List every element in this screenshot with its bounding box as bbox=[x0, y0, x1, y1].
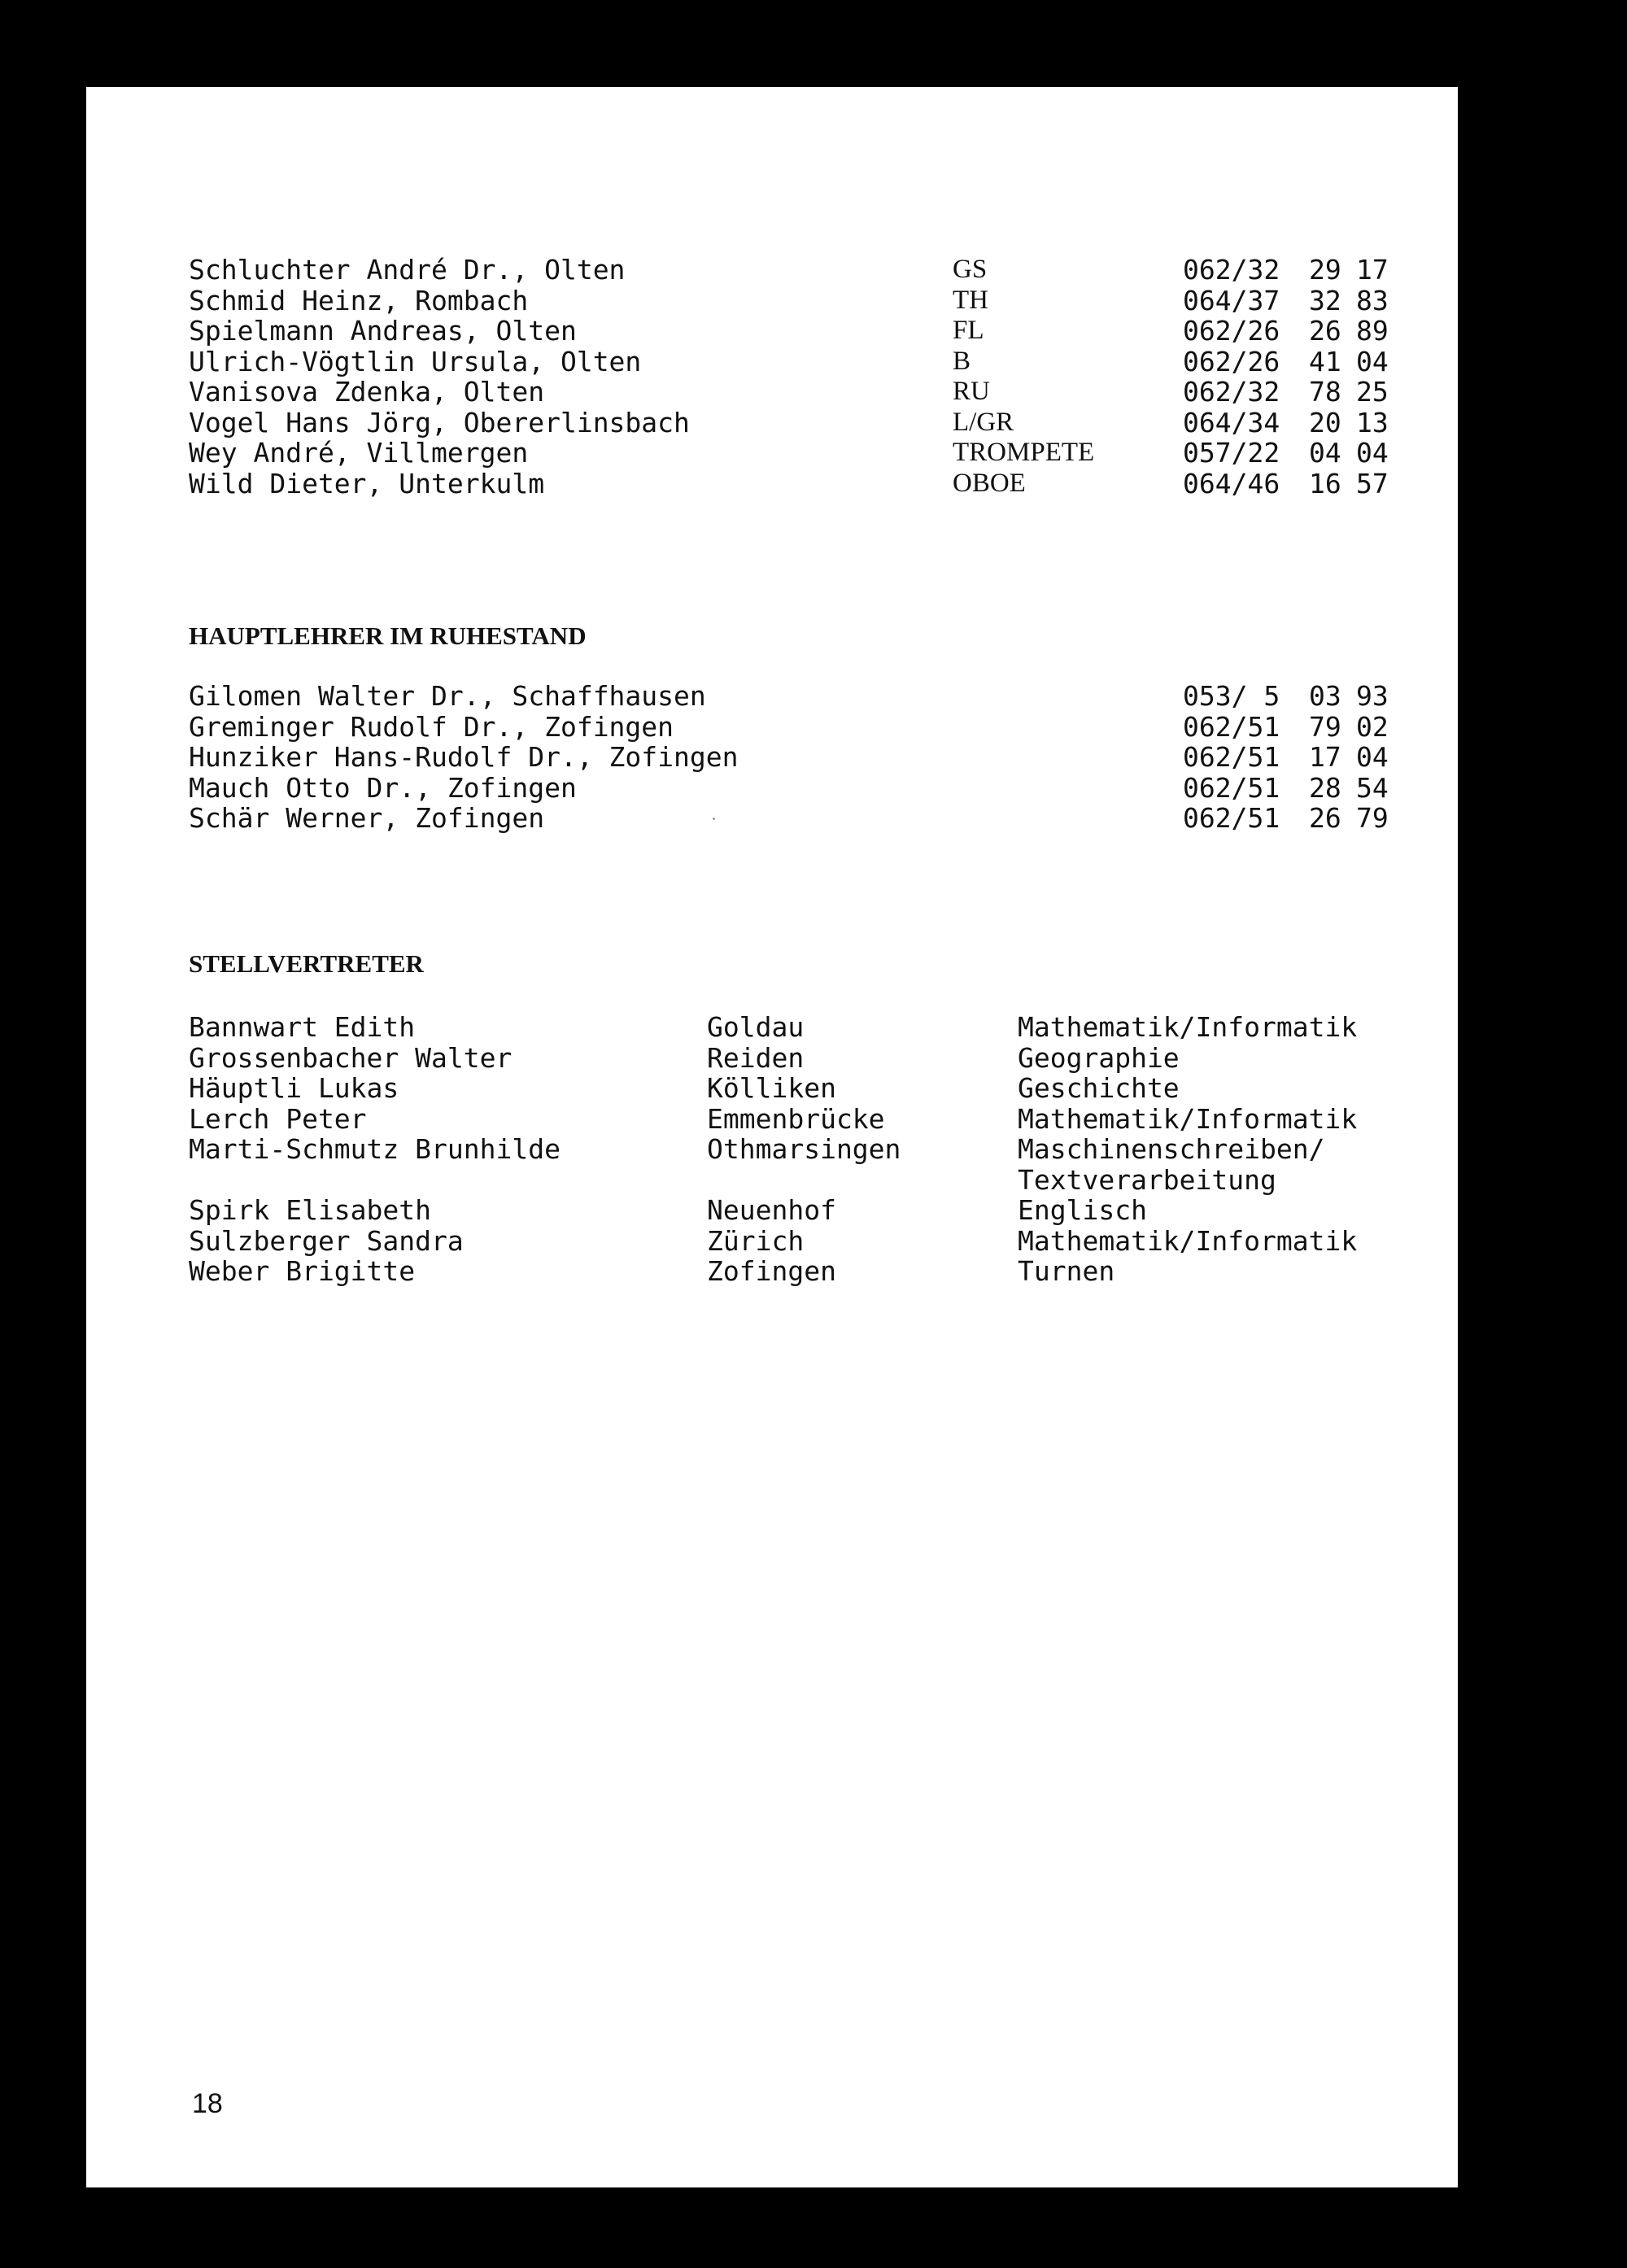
teacher-subject: GS bbox=[953, 255, 988, 284]
list-item bbox=[86, 469, 1458, 499]
teacher-name: Wey André, Villmergen bbox=[189, 437, 529, 469]
teacher-name: Wild Dieter, Unterkulm bbox=[189, 467, 545, 499]
teacher-phone-part: 25 bbox=[1356, 376, 1389, 408]
substitute-name: Grossenbacher Walter bbox=[189, 1041, 513, 1074]
list-item bbox=[86, 1256, 1458, 1287]
retired-phone-area: 053/ 5 bbox=[1183, 680, 1280, 712]
substitute-name: Weber Brigitte bbox=[189, 1255, 416, 1287]
list-item bbox=[86, 1073, 1458, 1104]
list-item bbox=[86, 408, 1458, 438]
teacher-phone-part: 29 bbox=[1309, 254, 1341, 286]
teacher-phone-part: 89 bbox=[1356, 315, 1389, 347]
list-item bbox=[86, 438, 1458, 469]
retired-phone-part: 93 bbox=[1356, 680, 1389, 712]
substitute-subject: Geographie bbox=[1018, 1041, 1180, 1074]
list-item bbox=[86, 255, 1458, 286]
retired-name: Hunziker Hans-Rudolf Dr., Zofingen bbox=[189, 741, 739, 773]
retired-phone-part: 28 bbox=[1309, 771, 1341, 804]
retired-phone-part: 26 bbox=[1309, 802, 1341, 834]
teacher-phone-area: 062/32 bbox=[1183, 254, 1280, 286]
teacher-name: Vanisova Zdenka, Olten bbox=[189, 376, 545, 408]
retired-phone-part: 79 bbox=[1356, 802, 1389, 834]
list-item bbox=[86, 377, 1458, 408]
substitute-place: Goldau bbox=[707, 1011, 805, 1043]
teacher-subject: L/GR bbox=[953, 407, 1014, 437]
teacher-phone-part: 26 bbox=[1309, 315, 1341, 347]
teacher-subject: B bbox=[953, 346, 971, 376]
teacher-phone-area: 057/22 bbox=[1183, 437, 1280, 469]
substitute-place: Kölliken bbox=[707, 1072, 836, 1104]
list-item bbox=[86, 803, 1458, 834]
teacher-phone-part: 04 bbox=[1356, 437, 1389, 469]
teacher-name: Schluchter André Dr., Olten bbox=[189, 254, 626, 286]
substitute-subject: Englisch bbox=[1018, 1194, 1147, 1226]
teacher-name: Spielmann Andreas, Olten bbox=[189, 315, 577, 347]
teacher-phone-part: 57 bbox=[1356, 467, 1389, 499]
substitute-place: Othmarsingen bbox=[707, 1133, 901, 1165]
list-item bbox=[86, 1104, 1458, 1135]
teacher-subject: TROMPETE bbox=[953, 438, 1095, 467]
retired-phone-area: 062/51 bbox=[1183, 741, 1280, 773]
teacher-phone-part: 04 bbox=[1309, 437, 1341, 469]
retired-phone-area: 062/51 bbox=[1183, 802, 1280, 834]
page-number: 18 bbox=[192, 2088, 223, 2119]
substitute-subject: Mathematik/Informatik bbox=[1018, 1224, 1358, 1257]
list-item bbox=[86, 742, 1458, 773]
list-item bbox=[86, 347, 1458, 377]
list-item bbox=[86, 681, 1458, 712]
substitute-place: Zürich bbox=[707, 1224, 805, 1257]
retired-phone-part: 17 bbox=[1309, 741, 1341, 773]
list-item bbox=[86, 773, 1458, 804]
list-item bbox=[86, 1043, 1458, 1074]
retired-phone-part: 04 bbox=[1356, 741, 1389, 773]
teacher-phone-area: 064/37 bbox=[1183, 284, 1280, 316]
substitute-place: Emmenbrücke bbox=[707, 1102, 885, 1135]
teacher-phone-part: 20 bbox=[1309, 406, 1341, 438]
teacher-subject: RU bbox=[953, 377, 990, 406]
substitute-name: Sulzberger Sandra bbox=[189, 1224, 464, 1257]
substitute-subject: Geschichte bbox=[1018, 1072, 1180, 1104]
list-item bbox=[86, 1134, 1458, 1165]
retired-phone-area: 062/51 bbox=[1183, 710, 1280, 743]
list-item bbox=[86, 712, 1458, 743]
teacher-phone-part: 78 bbox=[1309, 376, 1341, 408]
teacher-phone-part: 16 bbox=[1309, 467, 1341, 499]
substitute-name: Spirk Elisabeth bbox=[189, 1194, 432, 1226]
teacher-phone-area: 062/32 bbox=[1183, 376, 1280, 408]
substitute-place: Neuenhof bbox=[707, 1194, 836, 1226]
substitute-name: Lerch Peter bbox=[189, 1102, 367, 1135]
teacher-phone-part: 04 bbox=[1356, 345, 1389, 377]
substitute-name: Bannwart Edith bbox=[189, 1011, 416, 1043]
list-item bbox=[86, 1195, 1458, 1226]
list-item bbox=[86, 1165, 1458, 1196]
retired-name: Mauch Otto Dr., Zofingen bbox=[189, 771, 577, 804]
list-item bbox=[86, 1012, 1458, 1043]
substitute-subject: Mathematik/Informatik bbox=[1018, 1011, 1358, 1043]
teacher-subject: OBOE bbox=[953, 468, 1026, 498]
substitute-subject: Maschinenschreiben/ bbox=[1018, 1133, 1325, 1165]
list-item bbox=[86, 316, 1458, 347]
substitute-place: Reiden bbox=[707, 1041, 805, 1074]
section-heading-retired: HAUPTLEHRER IM RUHESTAND bbox=[189, 622, 587, 650]
retired-phone-part: 79 bbox=[1309, 710, 1341, 743]
scan-speck bbox=[713, 818, 715, 820]
retired-phone-area: 062/51 bbox=[1183, 771, 1280, 804]
teacher-phone-part: 83 bbox=[1356, 284, 1389, 316]
substitute-name: Marti-Schmutz Brunhilde bbox=[189, 1133, 561, 1165]
teacher-phone-area: 064/46 bbox=[1183, 467, 1280, 499]
list-item bbox=[86, 1226, 1458, 1257]
teacher-phone-area: 062/26 bbox=[1183, 315, 1280, 347]
retired-name: Schär Werner, Zofingen bbox=[189, 802, 545, 834]
teacher-phone-part: 41 bbox=[1309, 345, 1341, 377]
retired-name: Gilomen Walter Dr., Schaffhausen bbox=[189, 680, 706, 712]
teacher-subject: FL bbox=[953, 316, 984, 345]
retired-phone-part: 02 bbox=[1356, 710, 1389, 743]
retired-name: Greminger Rudolf Dr., Zofingen bbox=[189, 710, 674, 743]
substitute-subject: Mathematik/Informatik bbox=[1018, 1102, 1358, 1135]
teacher-subject: TH bbox=[953, 285, 988, 315]
teacher-name: Vogel Hans Jörg, Obererlinsbach bbox=[189, 406, 690, 438]
document-page bbox=[86, 87, 1458, 2187]
retired-phone-part: 54 bbox=[1356, 771, 1389, 804]
substitute-place: Zofingen bbox=[707, 1255, 836, 1287]
substitute-subject: Turnen bbox=[1018, 1255, 1115, 1287]
teacher-phone-part: 32 bbox=[1309, 284, 1341, 316]
list-item bbox=[86, 286, 1458, 316]
retired-phone-part: 03 bbox=[1309, 680, 1341, 712]
teacher-phone-part: 13 bbox=[1356, 406, 1389, 438]
teacher-name: Schmid Heinz, Rombach bbox=[189, 284, 529, 316]
teacher-phone-area: 064/34 bbox=[1183, 406, 1280, 438]
substitute-name: Häuptli Lukas bbox=[189, 1072, 399, 1104]
substitute-subject-continued: Textverarbeitung bbox=[1018, 1163, 1276, 1196]
section-heading-substitutes: STELLVERTRETER bbox=[189, 949, 424, 978]
teacher-phone-part: 17 bbox=[1356, 254, 1389, 286]
teacher-name: Ulrich-Vögtlin Ursula, Olten bbox=[189, 345, 642, 377]
teacher-phone-area: 062/26 bbox=[1183, 345, 1280, 377]
